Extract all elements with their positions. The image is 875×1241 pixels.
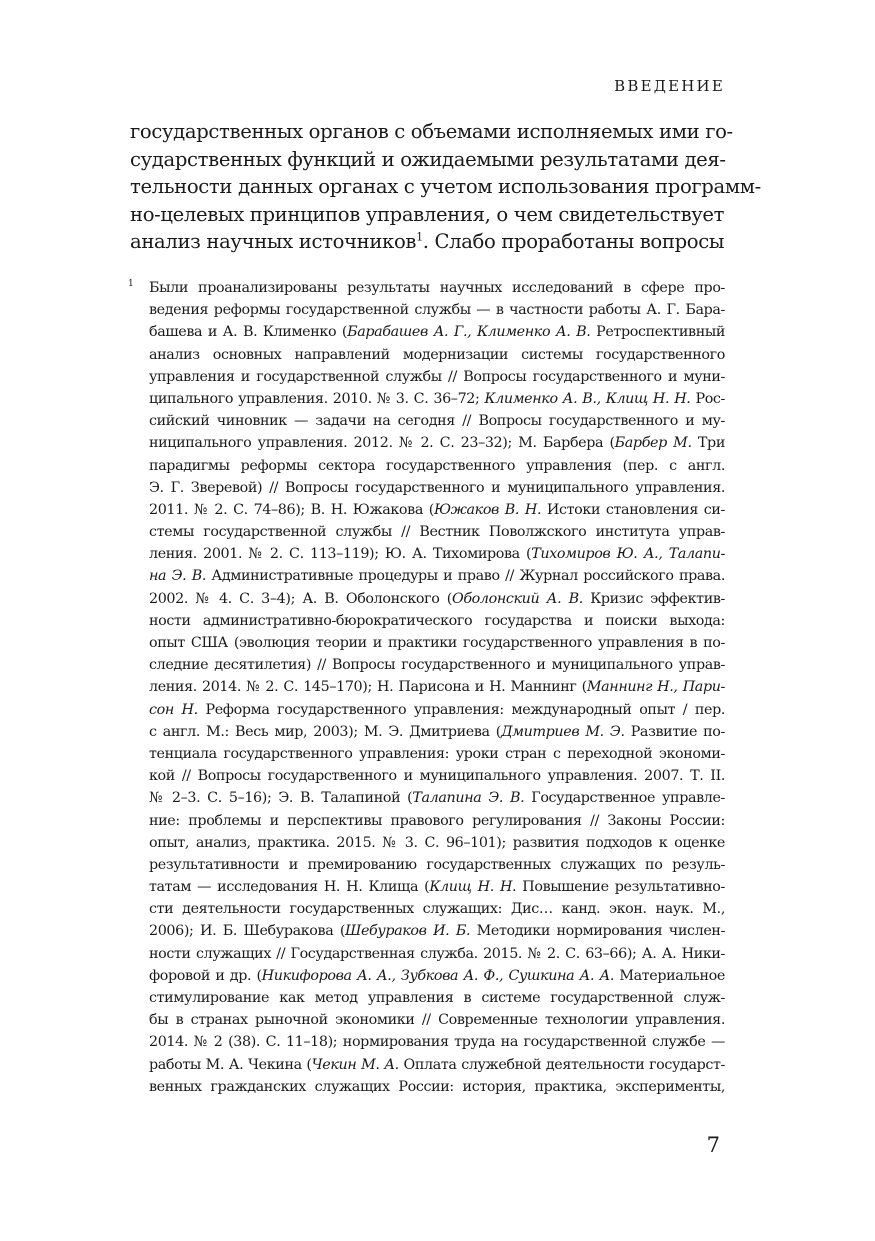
footnote-line: сийский чиновник — задачи на сегодня // Вопросы государственного и му-	[149, 413, 725, 430]
footnote-line: ние: проблемы и перспективы правового регулирования // Законы России:	[149, 812, 725, 829]
citation-author: Южаков В. Н.	[433, 501, 542, 518]
citation-author: Клименко А. В., Клищ Н. Н.	[484, 390, 691, 407]
text-line	[130, 228, 723, 256]
footnote-line: сти деятельности государственных служащих: Дис… канд. экон. наук. М.,	[149, 901, 725, 918]
page-number: 7	[706, 1133, 720, 1157]
footnote-line: стемы государственной службы // Вестник Поволжского института управ-	[149, 524, 725, 541]
footnote-line: на Э. В. Административные процедуры и право // Журнал российского права.	[149, 568, 725, 585]
footnote-line: ведения реформы государственной службы — в частности работы А. Г. Бара-	[149, 302, 725, 319]
text-line: тельности данных органах с учетом использования программ-	[130, 175, 761, 198]
footnote-line: 2006); И. Б. Шебуракова (Шебураков И. Б. Методики нормирования числен-	[149, 923, 726, 940]
citation-author: на Э. В.	[149, 568, 206, 585]
footnote-line: сон Н. Реформа государственного управления: международный опыт / пер.	[149, 701, 726, 718]
footnote-line: венных гражданских служащих России: история, практика, эксперименты,	[149, 1078, 725, 1095]
footnote	[130, 277, 725, 1098]
citation-author: Дмитриев М. Э.	[500, 723, 625, 740]
citation-author: сон Н.	[149, 701, 198, 718]
citation-author: Барбер М.	[614, 435, 692, 452]
citation-author: Талапина Э. В.	[412, 790, 525, 807]
footnote-line: работы М. А. Чекина (Чекин М. А. Оплата служебной деятельности государст-	[149, 1056, 726, 1073]
footnote-body	[149, 277, 725, 1098]
footnote-line: 2014. № 2 (38). С. 11–18); нормирования труда на государственной службе —	[149, 1034, 725, 1051]
footnote-line: стимулирование как метод управления в системе государственной служ-	[149, 990, 725, 1006]
text-fragment: анализ научных источников	[130, 230, 417, 253]
footnote-reference[interactable]: 1	[416, 230, 423, 244]
footnote-line: с англ. М.: Весь мир, 2003); М. Э. Дмитриева (Дмитриев М. Э. Развитие по-	[149, 723, 725, 740]
footnote-line: ления. 2014. № 2. С. 145–170); Н. Парисона и Н. Маннинг (Маннинг Н., Пари-	[149, 679, 725, 696]
citation-author: Тихомиров Ю. А., Талапи-	[531, 546, 726, 563]
citation-author: Чекин М. А.	[311, 1056, 399, 1073]
footnote-line: Были проанализированы результаты научных исследований в сфере про-	[149, 280, 725, 296]
footnote-line: бы в странах рыночной экономики // Современные технологии управления.	[149, 1012, 725, 1029]
footnote-line: 2011. № 2. С. 74–86); В. Н. Южакова (Южаков В. Н. Истоки становления си-	[149, 501, 725, 518]
citation-author: Шебураков И. Б.	[345, 923, 471, 940]
footnote-number: 1	[128, 279, 134, 289]
text-line: сударственных функций и ожидаемыми результатами дея-	[130, 147, 726, 171]
footnote-line: ления. 2001. № 2. С. 113–119); Ю. А. Тихомирова (Тихомиров Ю. А., Талапи-	[149, 546, 726, 563]
footnote-line: татам — исследования Н. Н. Клища (Клищ Н. Н. Повышение результативно-	[149, 879, 725, 896]
text-fragment: . Слабо проработаны вопросы	[422, 230, 725, 253]
footnote-line: ности административно-бюрократического государства и поиски выхода:	[149, 612, 725, 629]
footnote-line: анализ основных направлений модернизации системы государственного	[149, 346, 725, 363]
citation-author: Никифорова А. А., Зубкова А. Ф., Сушкина А. А.	[261, 967, 615, 984]
text-line: но-целевых принципов управления, о чем свидетельствует	[130, 202, 725, 226]
text-line: государственных органов с объемами исполняемых ими го-	[130, 120, 733, 143]
citation-author: Маннинг Н., Пари-	[586, 679, 725, 696]
citation-author: Барабашев А. Г., Клименко А. В.	[347, 324, 591, 341]
running-head: ВВЕДЕНИЕ	[614, 77, 725, 95]
footnote-line: опыт, анализ, практика. 2015. № 3. С. 96–101); развития подходов к оценке	[149, 834, 725, 851]
footnote-line: тенциала государственного управления: уроки стран с переходной экономи-	[149, 745, 725, 762]
footnote-line: Э. Г. Зверевой) // Вопросы государственного и муниципального управления.	[149, 479, 725, 496]
footnote-line: управления и государственной службы // Вопросы государственного и муни-	[149, 368, 725, 385]
citation-author: Клищ Н. Н.	[429, 879, 517, 896]
main-text	[130, 118, 761, 256]
footnote-line: № 2–3. С. 5–16); Э. В. Талапиной (Талапина Э. В. Государственное управле-	[149, 790, 726, 807]
footnote-line: следние десятилетия) // Вопросы государственного и муниципального управ-	[149, 657, 725, 674]
footnote-line: форовой и др. (Никифорова А. А., Зубкова А. Ф., Сушкина А. А. Материальное	[149, 967, 725, 984]
footnote-line: ципального управления. 2010. № 3. С. 36–72; Клименко А. В., Клищ Н. Н. Рос-	[149, 390, 726, 407]
footnote-line: кой // Вопросы государственного и муниципального управления. 2007. Т. II.	[149, 768, 725, 785]
citation-author: Оболонский А. В.	[452, 590, 583, 607]
footnote-line: 2002. № 4. С. 3–4); А. В. Оболонского (Оболонский А. В. Кризис эффектив-	[149, 590, 725, 607]
footnote-line: парадигмы реформы сектора государственного управления (пер. с англ.	[149, 457, 725, 474]
footnote-line: опыт США (эволюция теории и практики государственного управления в по-	[149, 635, 725, 651]
footnote-line: результативности и премированию государственных служащих по резуль-	[149, 856, 725, 873]
footnote-line: башева и А. В. Клименко (Барабашев А. Г., Клименко А. В. Ретроспективный	[149, 324, 725, 341]
footnote-line: ности служащих // Государственная служба. 2015. № 2. С. 63–66); А. А. Ники-	[149, 945, 725, 962]
footnote-line: ниципального управления. 2012. № 2. С. 23–32); М. Барбера (Барбер М. Три	[149, 435, 725, 452]
